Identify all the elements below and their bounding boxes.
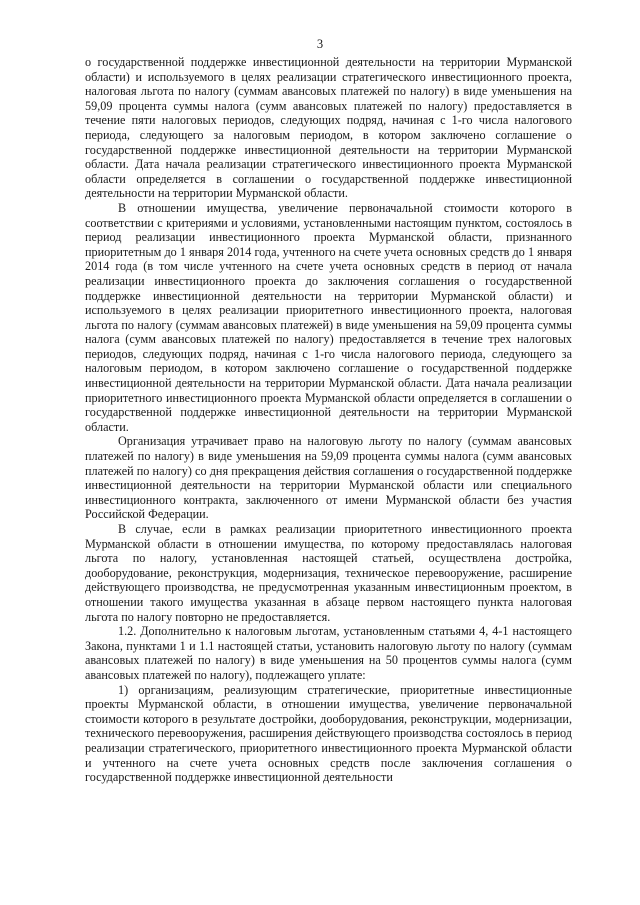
- paragraph-clause-1-2: 1.2. Дополнительно к налоговым льготам, установленным статьями 4, 4-1 настоящего Закона, пунктами 1 и 1.1 настоящей статьи, установить налоговую льготу по налогу (суммам авансовых платежей по налогу) в виде уменьшения на 50 процентов суммы налога (сумм авансовых платежей по налогу), подлежащего уплате:: [85, 624, 572, 682]
- paragraph-subclause-1: 1) организациям, реализующим стратегические, приоритетные инвестиционные проекты Мурманской области, в отношении имущества, увеличение первоначальной стоимости которого в результате достройки, дооборудования, реконструкции, модернизации, технического перевооружения, расширения действующего производства состоялось в период реализации стратегического, приоритетного инвестиционного проекта Мурманской области и учтенного на счете учета основных средств после заключения соглашения о государственной поддержке инвестиционной деятельности: [85, 682, 572, 785]
- document-body: [85, 55, 572, 785]
- paragraph: В отношении имущества, увеличение первоначальной стоимости которого в соответствии с критериями и условиями, установленными настоящим пунктом, состоялось в период реализации инвестиционного проекта Мурманской области, признанного приоритетным до 1 января 2014 года, учтенного на счете учета основных средств до 1 января 2014 года (в том числе учтенного на счете учета основных средств в период от начала реализации инвестиционного проекта до заключения соглашения о государственной поддержке инвестиционной деятельности на территории Мурманской области) и используемого в целях реализации приоритетного инвестиционного проекта, налоговая льгота по налогу (суммам авансовых платежей) в виде уменьшения на 59,09 процента суммы налога (сумм авансовых платежей по налогу) предоставляется в течение трех налоговых периодов, следующих подряд, начиная с 1-го числа налогового периода, следующего за налоговым периодом, в котором заключено соглашение о государственной поддержке инвестиционной деятельности на территории Мурманской области. Дата начала реализации приоритетного инвестиционного проекта Мурманской области определяется в соглашении о государственной поддержке инвестиционной деятельности на территории Мурманской области.: [85, 200, 572, 434]
- page-number: 3: [316, 37, 324, 51]
- paragraph: В случае, если в рамках реализации приоритетного инвестиционного проекта Мурманской области в отношении имущества, по которому предоставлялась налоговая льгота по налогу, установленная настоящей статьей, осуществлена достройка, дооборудование, реконструкция, модернизация, техническое перевооружение, расширение действующего производства, не предусмотренная указанным инвестиционным проектом, в отношении такого имущества указанная в абзаце первом настоящего пункта налоговая льгота по налогу повторно не предоставляется.: [85, 522, 572, 624]
- paragraph-continuation: о государственной поддержке инвестиционной деятельности на территории Мурманской области) и используемого в целях реализации стратегического инвестиционного проекта, налоговая льгота по налогу (суммам авансовых платежей по налогу) в виде уменьшения на 59,09 процента суммы налога (сумм авансовых платежей по налогу) предоставляется в течение пяти налоговых периодов, следующих подряд, начиная с 1-го числа налогового периода, следующего за налоговым периодом, в котором заключено соглашение о государственной поддержке инвестиционной деятельности на территории Мурманской области. Дата начала реализации стратегического инвестиционного проекта Мурманской области определяется в соглашении о государственной поддержке инвестиционной деятельности на территории Мурманской области.: [85, 55, 572, 201]
- paragraph: Организация утрачивает право на налоговую льготу по налогу (суммам авансовых платежей по налогу) в виде уменьшения на 59,09 процента суммы налога (сумм авансовых платежей по налогу) со дня прекращения действия соглашения о государственной поддержке инвестиционной деятельности на территории Мурманской области или специального инвестиционного контракта, заключенного от имени Мурманской области без участия Российской Федерации.: [85, 434, 572, 522]
